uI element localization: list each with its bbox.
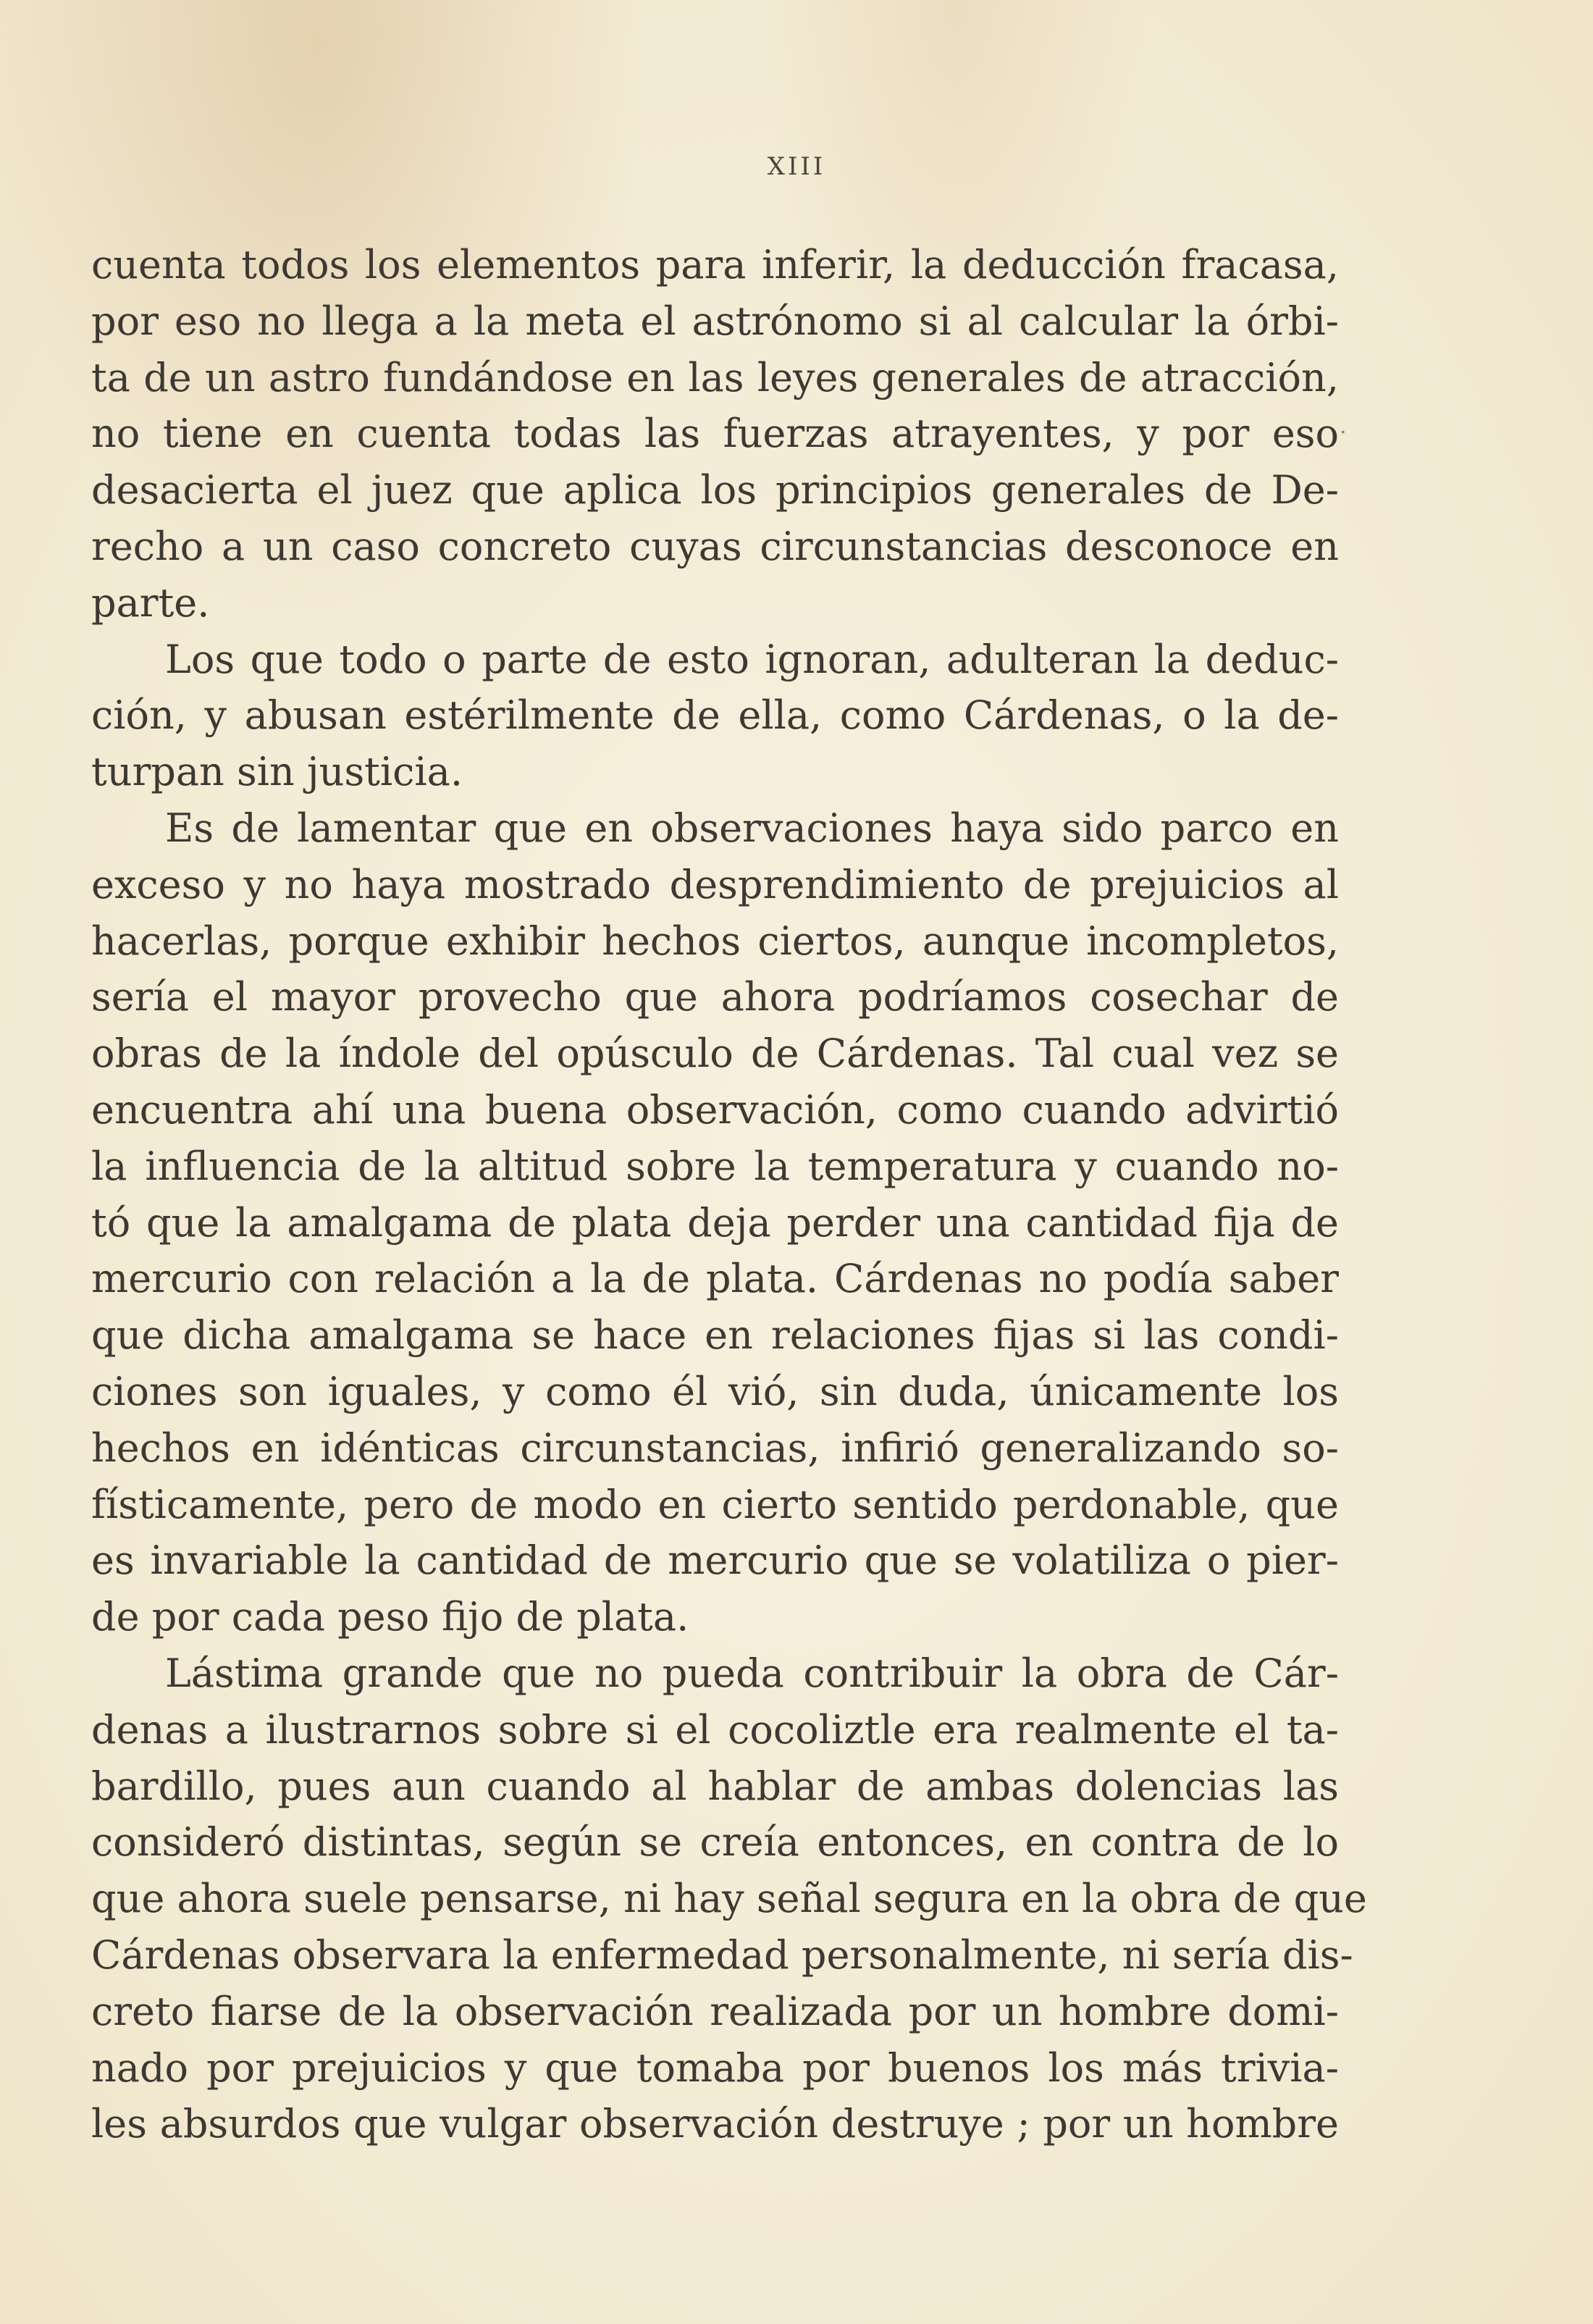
text-line: les absurdos que vulgar observación destruye ; por un hombre [91,2101,1339,2147]
text-line: hacerlas, porque exhibir hechos ciertos, aunque incompletos, [91,918,1339,964]
text-line: hechos en idénticas circunstancias, infirió generalizando so- [91,1425,1339,1471]
text-line: bardillo, pues aun cuando al hablar de ambas dolencias las [91,1763,1339,1809]
margin-mark: · [1340,420,1347,445]
text-line: que dicha amalgama se hace en relaciones fijas si las condi- [91,1312,1339,1359]
text-line: parte. [91,579,210,626]
text-line: por eso no llega a la meta el astrónomo si al calcular la órbi- [91,298,1339,344]
text-line: obras de la índole del opúsculo de Cárdenas. Tal cual vez se [91,1031,1339,1077]
text-line: cuenta todos los elementos para inferir, la deducción fracasa, [91,242,1339,288]
text-line: Es de lamentar que en observaciones haya sido parco en [165,805,1339,851]
text-line: no tiene en cuenta todas las fuerzas atrayentes, y por eso [91,411,1339,457]
page-number: XIII [767,152,826,181]
text-line: desacierta el juez que aplica los principios generales de De- [91,467,1339,513]
text-line: físticamente, pero de modo en cierto sentido perdonable, que [91,1481,1339,1527]
text-line: recho a un caso concreto cuyas circunstancias desconoce en [91,523,1339,569]
text-line: tó que la amalgama de plata deja perder una cantidad fija de [91,1199,1339,1246]
text-line: mercurio con relación a la de plata. Cárdenas no podía saber [91,1256,1339,1302]
text-line: ta de un astro fundándose en las leyes generales de atracción, [91,354,1339,400]
text-line: Lástima grande que no pueda contribuir la obra de Cár- [165,1650,1339,1696]
text-line: turpan sin justicia. [91,749,463,795]
text-line: Cárdenas observara la enfermedad personalmente, ni sería dis- [91,1931,1353,1978]
text-line: ción, y abusan estérilmente de ella, como Cárdenas, o la de- [91,692,1339,739]
text-line: denas a ilustrarnos sobre si el cocoliztle era realmente el ta- [91,1706,1339,1753]
text-line: la influencia de la altitud sobre la temperatura y cuando no- [91,1143,1339,1189]
text-line: nado por prejuicios y que tomaba por buenos los más trivia- [91,2044,1339,2091]
text-line: ciones son iguales, y como él vió, sin duda, únicamente los [91,1368,1339,1414]
text-line: sería el mayor provecho que ahora podríamos cosechar de [91,974,1339,1020]
text-line: es invariable la cantidad de mercurio que se volatiliza o pier- [91,1538,1339,1584]
body-text [91,237,1367,2152]
text-line: exceso y no haya mostrado desprendimiento de prejuicios al [91,861,1339,907]
text-line: que ahora suele pensarse, ni hay señal segura en la obra de que [91,1876,1367,1922]
text-line: creto fiarse de la observación realizada por un hombre domi- [91,1988,1339,2034]
text-line: encuentra ahí una buena observación, como cuando advirtió [91,1086,1339,1133]
text-line: de por cada peso fijo de plata. [91,1594,689,1640]
text-line: Los que todo o parte de esto ignoran, adulteran la deduc- [165,636,1339,682]
text-line: consideró distintas, según se creía entonces, en contra de lo [91,1819,1339,1866]
